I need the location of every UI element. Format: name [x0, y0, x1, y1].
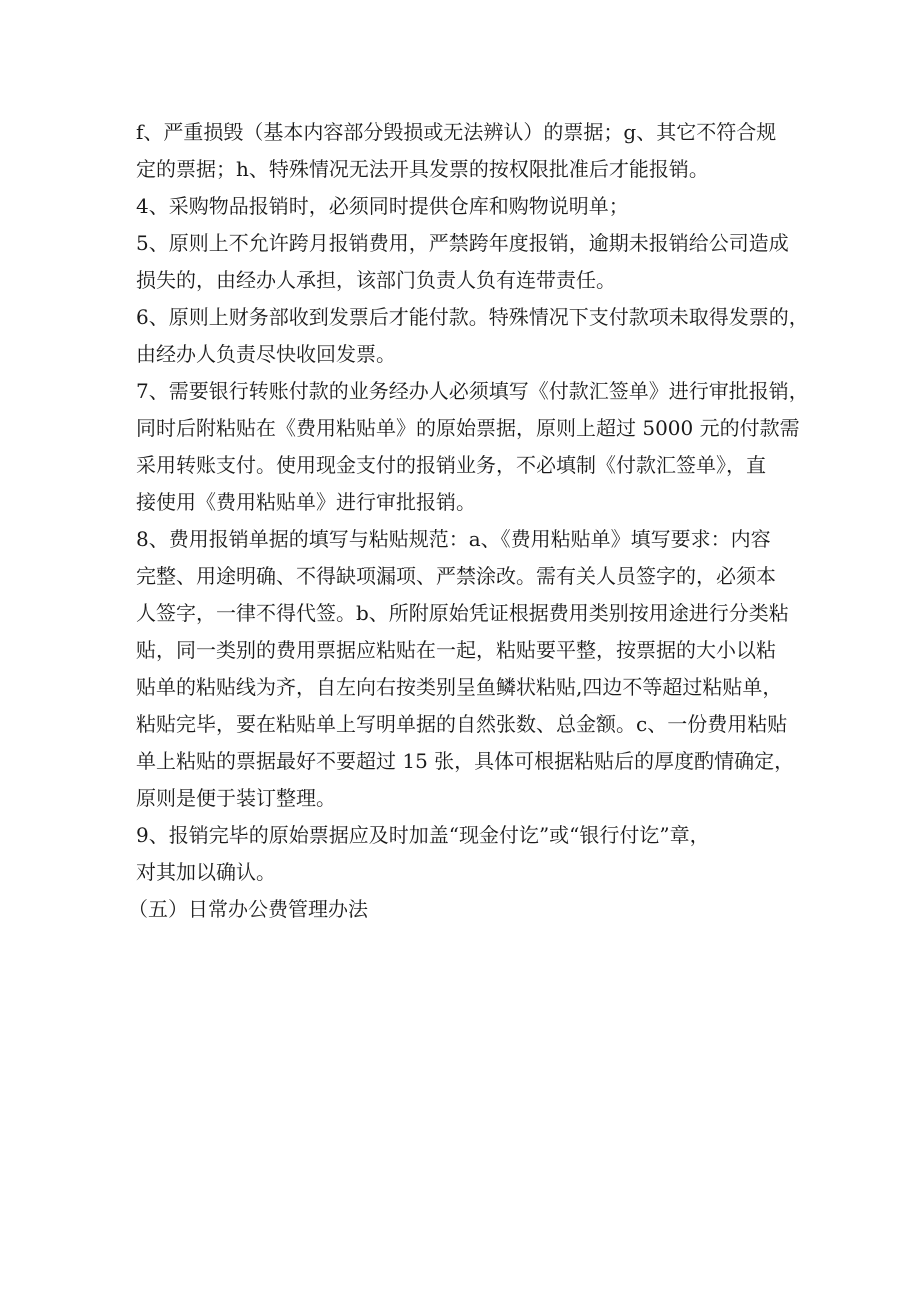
text-line: 单上粘贴的票据最好不要超过 15 张，具体可根据粘贴后的厚度酌情确定，	[136, 749, 795, 773]
paragraph-item-4	[136, 188, 796, 225]
paragraph-item-5	[136, 225, 796, 299]
section-heading: （五）日常办公费管理办法	[128, 897, 368, 921]
text-line: f、严重损毁（基本内容部分毁损或无法辨认）的票据；g、其它不符合规	[136, 120, 777, 144]
text-line: 9、报销完毕的原始票据应及时加盖“现金付讫”或“银行付讫”章，	[136, 823, 710, 847]
text-line: 贴单的粘贴线为齐，自左向右按类别呈鱼鳞状粘贴,四边不等超过粘贴单，	[136, 675, 783, 699]
text-line: 由经办人负责尽快收回发票。	[136, 342, 396, 366]
paragraph-item-6	[136, 299, 809, 373]
text-line: 6、原则上财务部收到发票后才能付款。特殊情况下支付款项未取得发票的，	[136, 305, 809, 329]
document-body	[128, 114, 809, 928]
text-line: 对其加以确认。	[136, 860, 276, 884]
paragraph-item-7	[136, 373, 809, 521]
text-line: 同时后附粘贴在《费用粘贴单》的原始票据，原则上超过 5000 元的付款需	[136, 416, 800, 440]
text-line: 完整、用途明确、不得缺项漏项、严禁涂改。需有关人员签字的，必须本	[136, 564, 776, 588]
text-line: 采用转账支付。使用现金支付的报销业务，不必填制《付款汇签单》，直	[136, 453, 766, 477]
paragraph-item-8	[136, 521, 796, 817]
text-line: 定的票据；h、特殊情况无法开具发票的按权限批准后才能报销。	[136, 157, 709, 181]
text-line: 人签字，一律不得代签。b、所附原始凭证根据费用类别按用途进行分类粘	[136, 601, 789, 625]
text-line: 原则是便于装订整理。	[136, 786, 336, 810]
text-line: 5、原则上不允许跨月报销费用，严禁跨年度报销，逾期未报销给公司造成	[136, 231, 789, 255]
text-line: 4、采购物品报销时，必须同时提供仓库和购物说明单；	[136, 194, 629, 218]
text-line: 接使用《费用粘贴单》进行审批报销。	[136, 490, 476, 514]
section-heading-block	[128, 891, 796, 928]
text-line: 8、费用报销单据的填写与粘贴规范：a、《费用粘贴单》填写要求：内容	[136, 527, 771, 551]
text-line: 损失的，由经办人承担，该部门负责人负有连带责任。	[136, 268, 616, 292]
paragraph-item-9	[136, 817, 796, 891]
text-line: 粘贴完毕，要在粘贴单上写明单据的自然张数、总金额。c、一份费用粘贴	[136, 712, 788, 736]
text-line: 7、需要银行转账付款的业务经办人必须填写《付款汇签单》进行审批报销，	[136, 379, 809, 403]
paragraph-item-f-h	[136, 114, 796, 188]
text-line: 贴，同一类别的费用票据应粘贴在一起，粘贴要平整，按票据的大小以粘	[136, 638, 776, 662]
